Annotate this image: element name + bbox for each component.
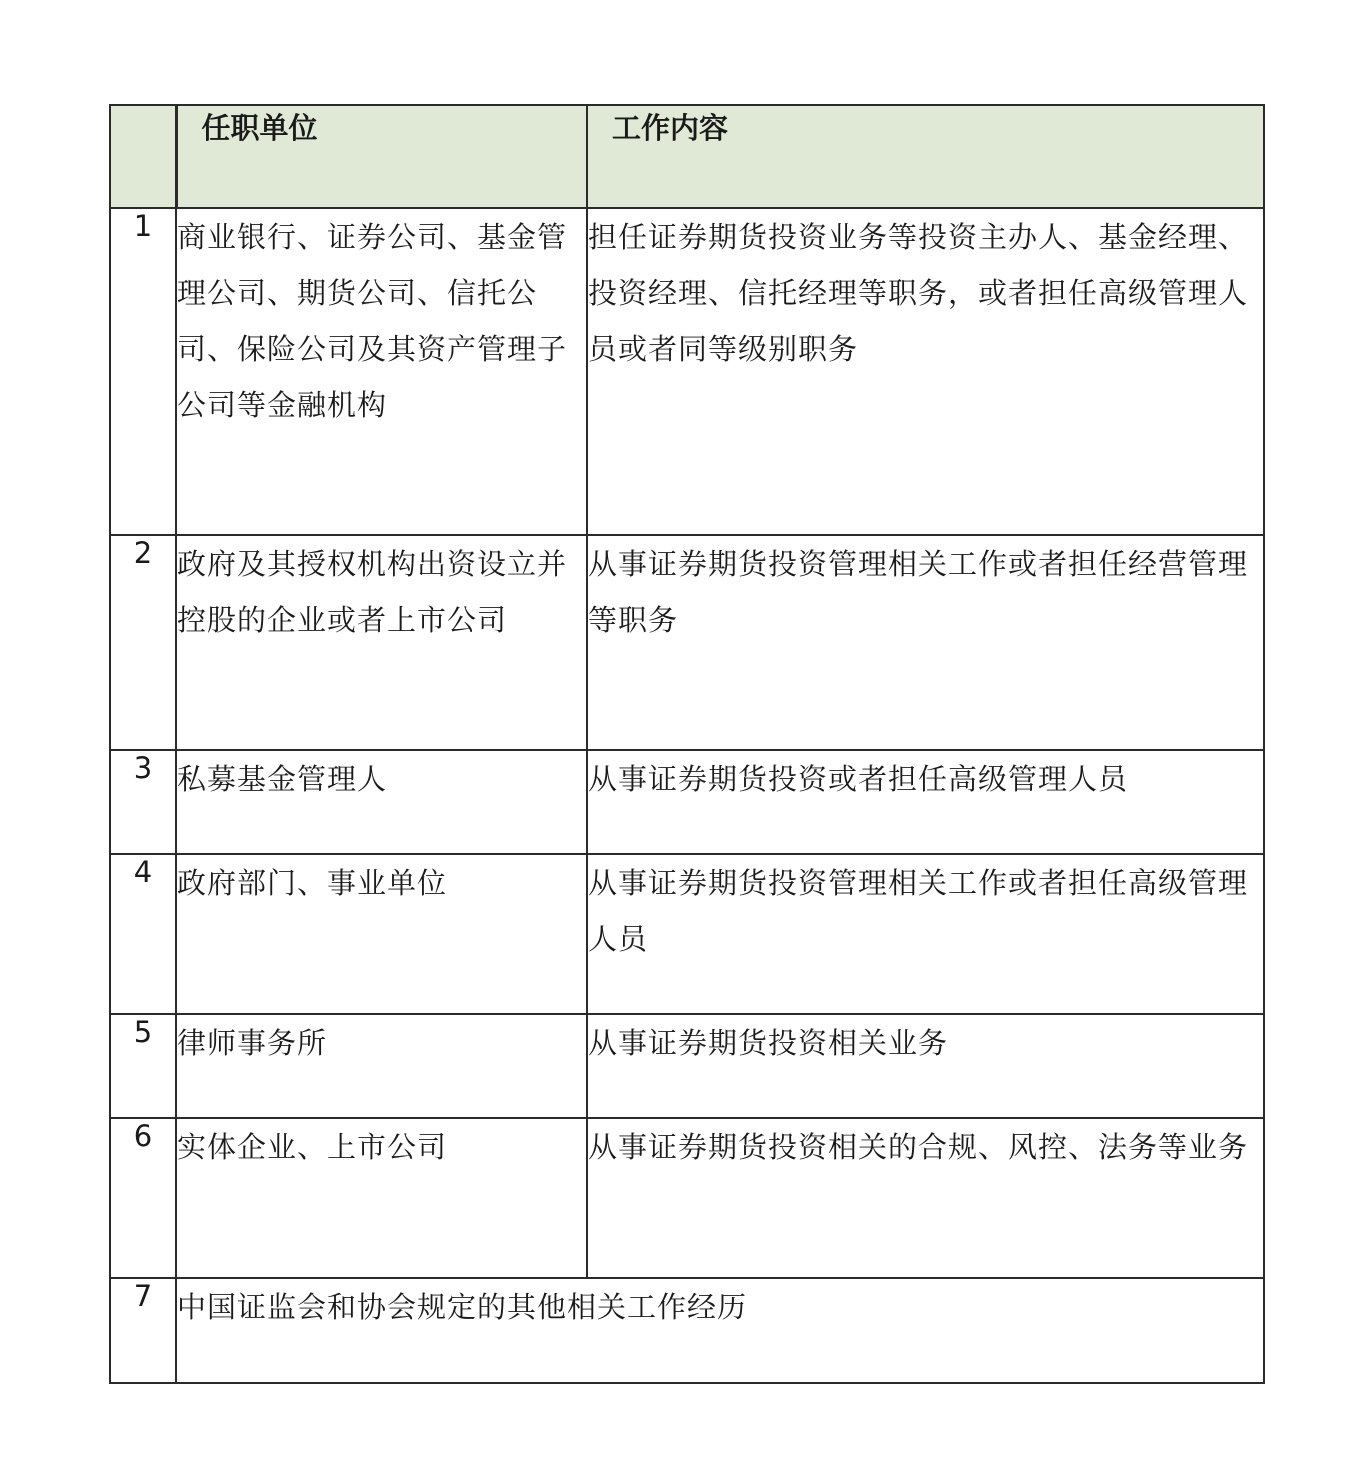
row-index: 4 (110, 854, 176, 1014)
work-experience-table (109, 104, 1265, 1384)
unit-cell: 律师事务所 (176, 1014, 587, 1118)
row-index: 3 (110, 750, 176, 854)
table-row (110, 1118, 1264, 1278)
unit-cell: 私募基金管理人 (176, 750, 587, 854)
table-header-row (110, 105, 1264, 208)
row-index: 7 (110, 1278, 176, 1383)
header-unit: 任职单位 (176, 105, 587, 208)
unit-cell: 政府部门、事业单位 (176, 854, 587, 1014)
work-cell: 担任证券期货投资业务等投资主办人、基金经理、投资经理、信托经理等职务，或者担任高级管理人员或者同等级别职务 (587, 208, 1264, 535)
work-cell: 从事证券期货投资管理相关工作或者担任高级管理人员 (587, 854, 1264, 1014)
unit-cell: 实体企业、上市公司 (176, 1118, 587, 1278)
row-index: 5 (110, 1014, 176, 1118)
table-row (110, 1014, 1264, 1118)
table-row (110, 535, 1264, 750)
header-index (110, 105, 176, 208)
work-cell: 从事证券期货投资管理相关工作或者担任经营管理等职务 (587, 535, 1264, 750)
unit-cell: 政府及其授权机构出资设立并控股的企业或者上市公司 (176, 535, 587, 750)
row-index: 6 (110, 1118, 176, 1278)
work-cell: 从事证券期货投资相关的合规、风控、法务等业务 (587, 1118, 1264, 1278)
header-work: 工作内容 (587, 105, 1264, 208)
table-row (110, 854, 1264, 1014)
work-cell: 从事证券期货投资相关业务 (587, 1014, 1264, 1118)
row-index: 1 (110, 208, 176, 535)
table-row (110, 750, 1264, 854)
merged-cell: 中国证监会和协会规定的其他相关工作经历 (176, 1278, 1264, 1383)
work-cell: 从事证券期货投资或者担任高级管理人员 (587, 750, 1264, 854)
row-index: 2 (110, 535, 176, 750)
table-row (110, 1278, 1264, 1383)
table-row (110, 208, 1264, 535)
unit-cell: 商业银行、证券公司、基金管理公司、期货公司、信托公司、保险公司及其资产管理子公司等金融机构 (176, 208, 587, 535)
